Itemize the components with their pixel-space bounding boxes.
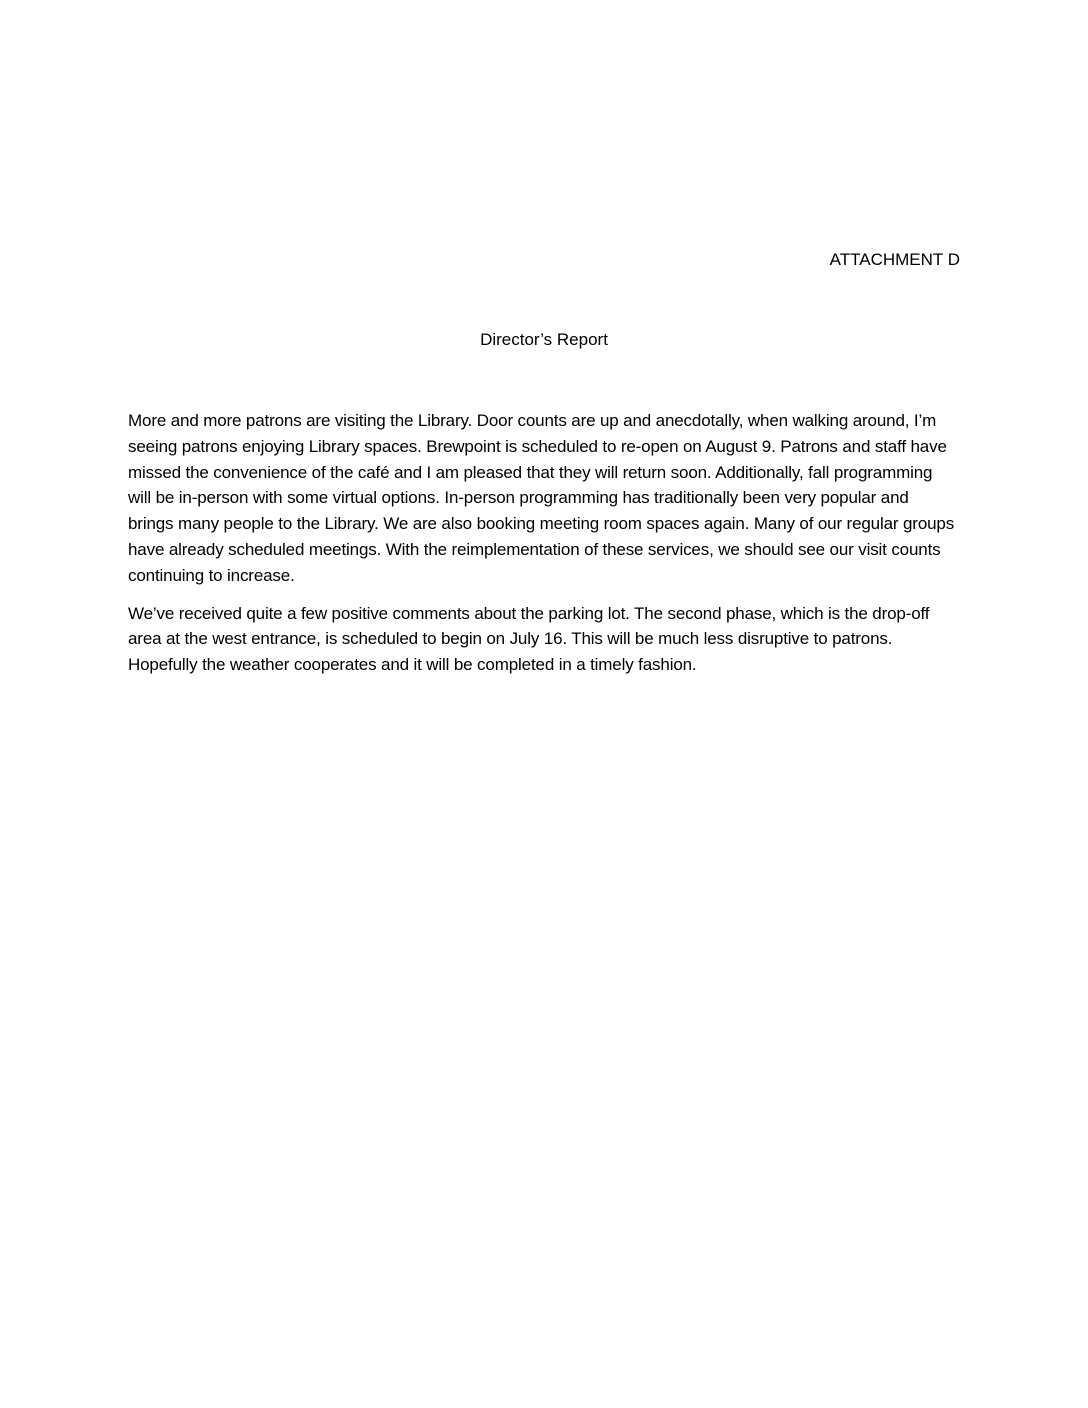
report-body xyxy=(128,408,958,690)
page-title: Director’s Report xyxy=(480,330,608,349)
attachment-label: ATTACHMENT D xyxy=(829,250,960,269)
paragraph-parking: We’ve received quite a few positive comments about the parking lot. The second phase, which is the drop-off area at the west entrance, is scheduled to begin on July 16. This will be much less disruptive to patrons. Hopefully the weather cooperates and it will be completed in a timely fashion. xyxy=(128,603,930,675)
paragraph-visits: More and more patrons are visiting the Library. Door counts are up and anecdotally, when walking around, I’m seeing patrons enjoying Library spaces. Brewpoint is scheduled to re-open on August 9. Patrons and staff have missed the convenience of the café and I am pleased that they will return soon. Additionally, fall programming will be in-person with some virtual options. In-person programming has traditionally been very popular and brings many people to the Library. We are also booking meeting room spaces again. Many of our regular groups have already scheduled meetings. With the reimplementation of these services, we should see our visit counts continuing to increase. xyxy=(128,411,955,585)
